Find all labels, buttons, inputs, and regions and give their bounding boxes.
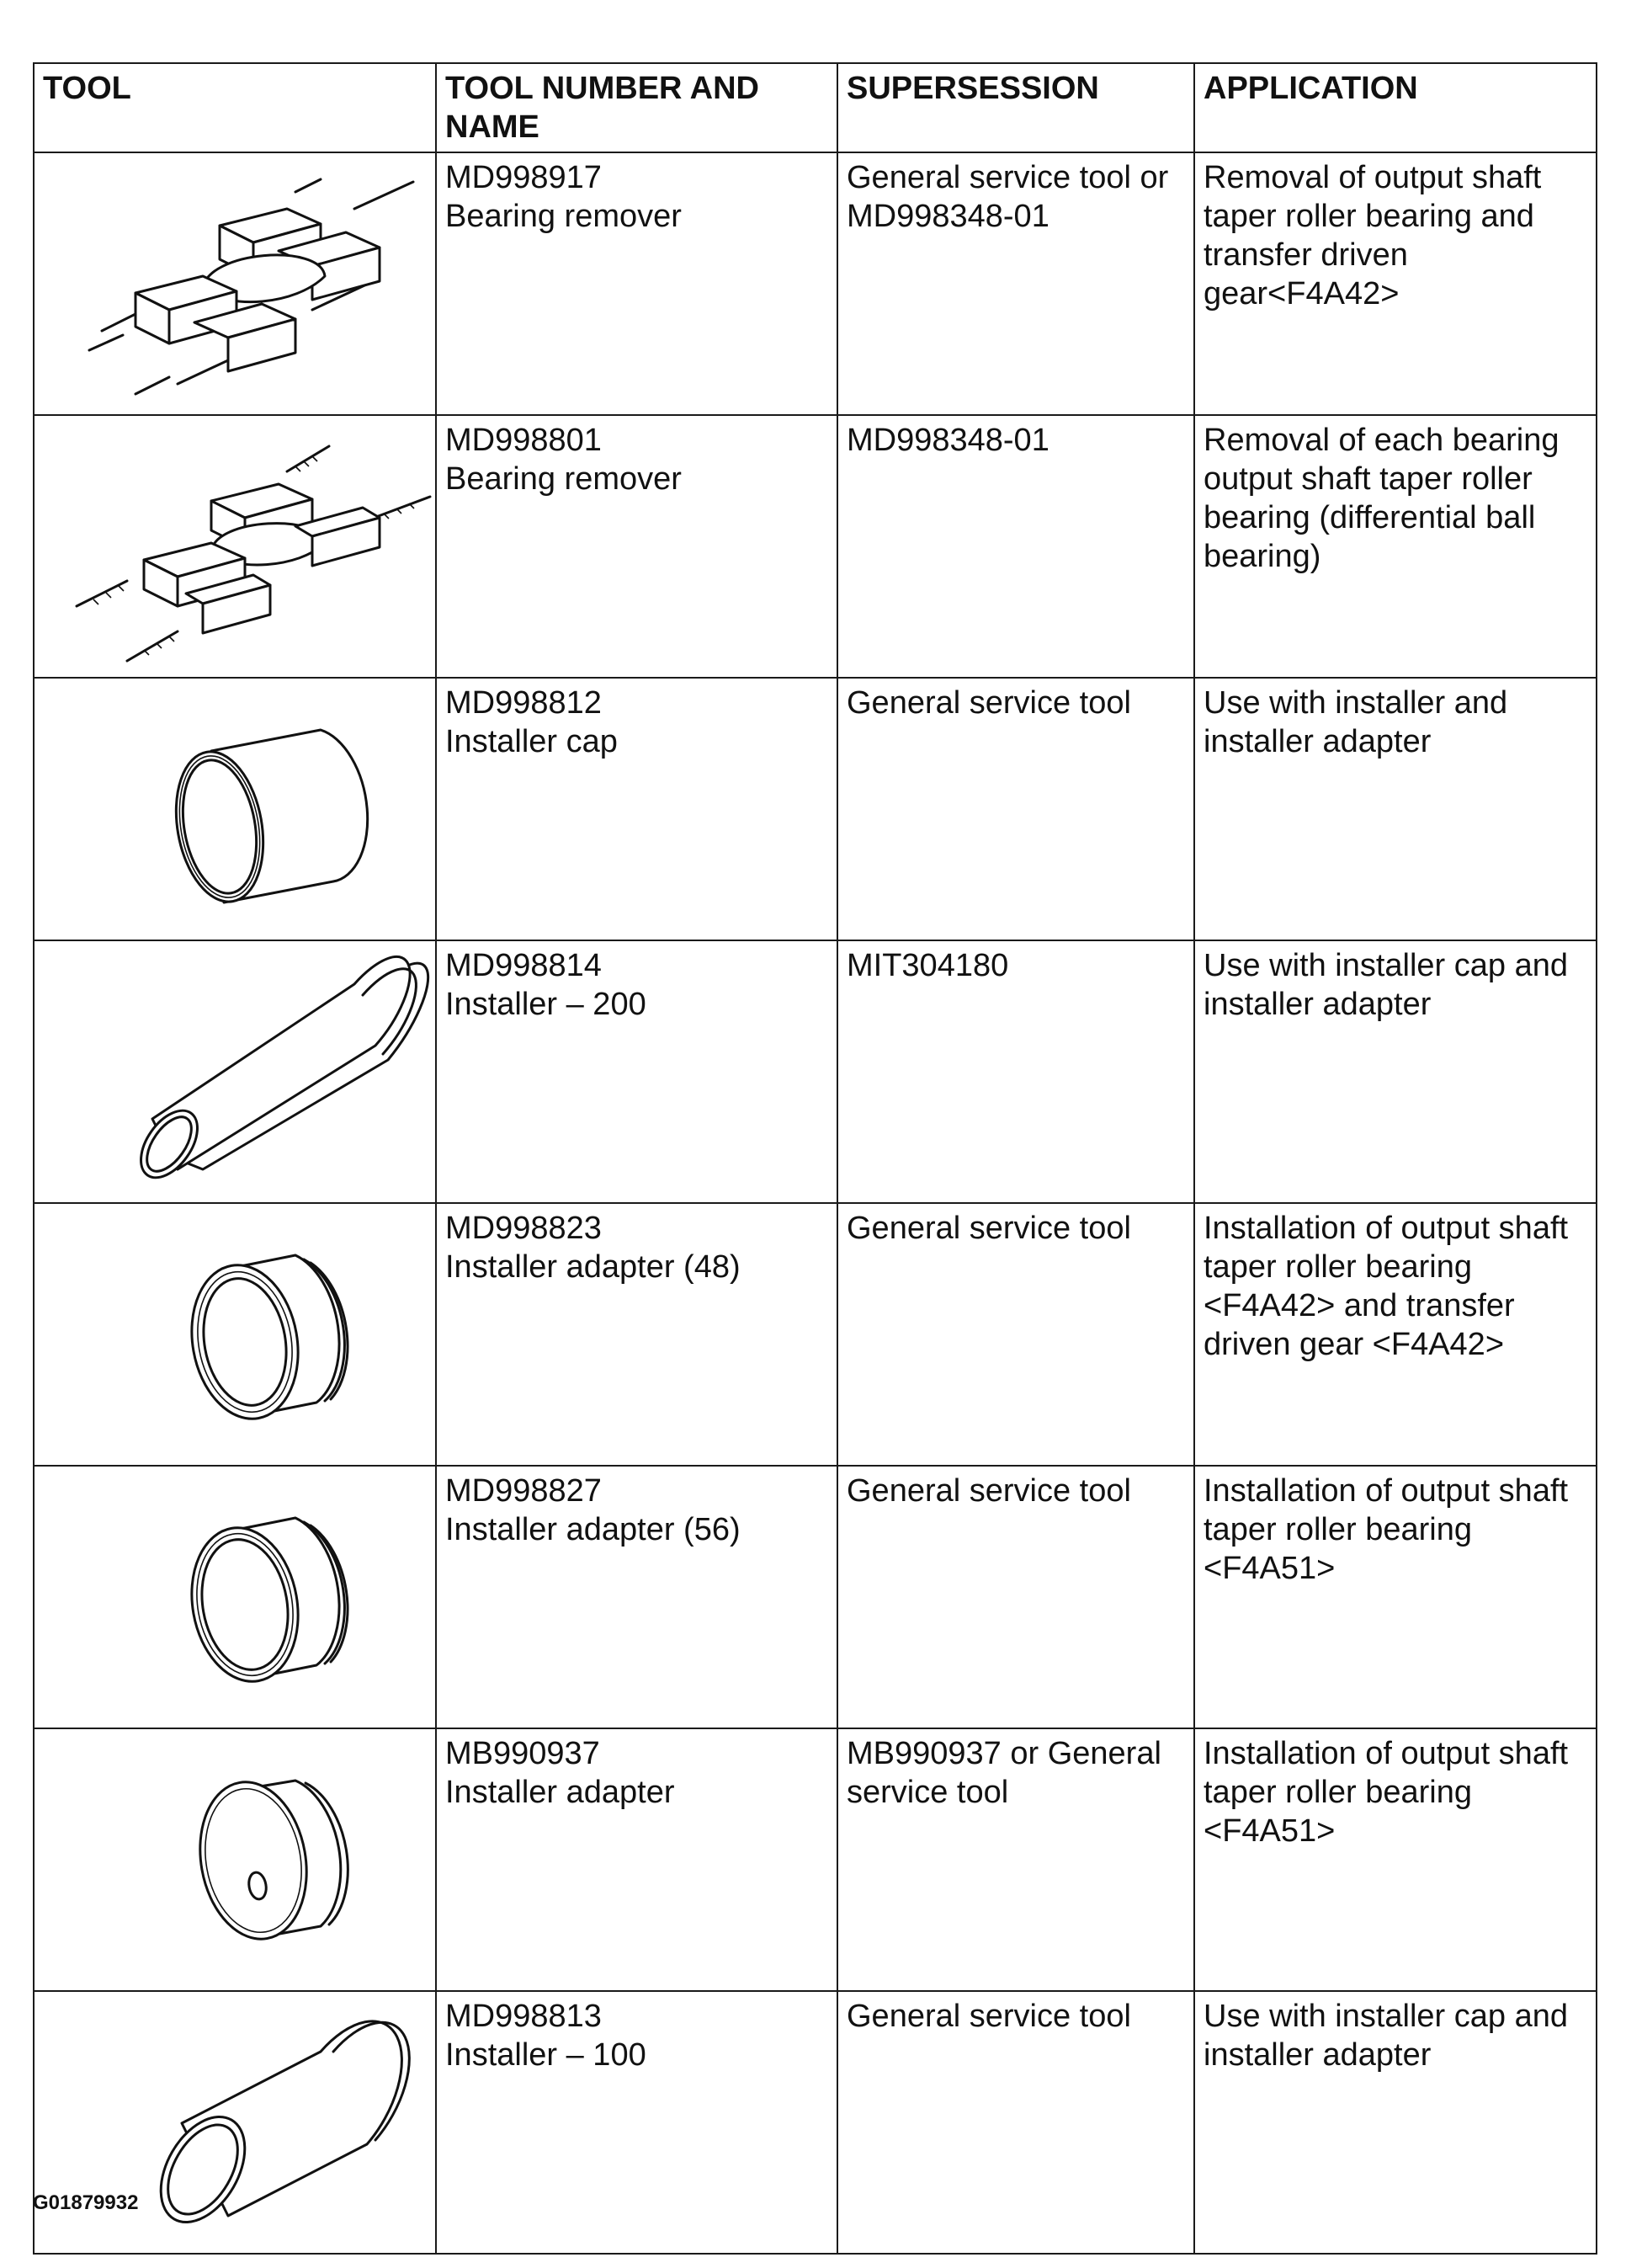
supersession-cell: [837, 152, 1194, 415]
application-text: Use with installer cap and installer adapter: [1204, 1999, 1568, 2073]
application-text: Use with installer cap and installer adapter: [1204, 948, 1568, 1022]
special-tools-table: [33, 62, 1597, 2255]
tool-number: MD998813: [445, 1999, 602, 2034]
tool-name: Installer adapter: [445, 1775, 675, 1810]
supersession-text: MB990937 or General service tool: [847, 1736, 1161, 1810]
tool-name: Installer cap: [445, 724, 618, 759]
tool-number-and-name: [436, 1728, 837, 1991]
header-row: [34, 63, 1597, 152]
application-cell: [1194, 152, 1597, 415]
tool-number: MD998827: [445, 1473, 602, 1509]
table-row: [34, 940, 1597, 1203]
tool-number-and-name: [436, 1991, 837, 2254]
tool-number: MD998801: [445, 423, 602, 458]
tool-name: Bearing remover: [445, 199, 682, 234]
application-text: Removal of each bearing output shaft taper roller bearing (differential ball bearing): [1204, 423, 1560, 574]
tool-name: Installer – 200: [445, 987, 646, 1022]
tool-number: MD998823: [445, 1211, 602, 1246]
tool-name: Installer – 100: [445, 2037, 646, 2073]
table-row: [34, 1203, 1597, 1466]
tool-name: Installer adapter (48): [445, 1249, 741, 1285]
tool-name: Installer adapter (56): [445, 1512, 741, 1547]
tool-number: MD998917: [445, 160, 602, 195]
tool-image-cell: [34, 1728, 436, 1991]
tool-image-cell: [34, 152, 436, 415]
application-cell: [1194, 940, 1597, 1203]
tool-image-cell: [34, 940, 436, 1203]
tool-image-cell: [34, 678, 436, 940]
header-tool: TOOL: [34, 63, 436, 152]
table-row: [34, 415, 1597, 678]
tool-number-and-name: [436, 1466, 837, 1728]
tool-number-and-name: [436, 940, 837, 1203]
table-row: [34, 1991, 1597, 2254]
header-tool-number-and-name: TOOL NUMBER AND NAME: [436, 63, 837, 152]
tool-image-cell: [34, 415, 436, 678]
application-cell: [1194, 415, 1597, 678]
installer-adapter-ring-icon: [43, 1472, 445, 1722]
bearing-remover-threaded-icon: [43, 421, 445, 672]
supersession-text: MD998348-01: [847, 423, 1049, 458]
installer-adapter-disc-icon: [43, 1734, 445, 1985]
tool-name: Bearing remover: [445, 461, 682, 497]
bearing-remover-icon: [43, 158, 445, 409]
application-text: Installation of output shaft taper roller bearing <F4A42> and transfer driven gear <F4A42>: [1204, 1211, 1569, 1362]
supersession-cell: [837, 1991, 1194, 2254]
application-text: Installation of output shaft taper roller bearing <F4A51>: [1204, 1736, 1569, 1849]
tool-number: MD998814: [445, 948, 602, 983]
installer-adapter-ring-icon: [43, 1209, 445, 1460]
supersession-text: General service tool or MD998348-01: [847, 160, 1169, 234]
tool-image-cell: [34, 1203, 436, 1466]
table-row: [34, 678, 1597, 940]
supersession-cell: [837, 1203, 1194, 1466]
supersession-text: MIT304180: [847, 948, 1009, 983]
application-text: Installation of output shaft taper roller bearing <F4A51>: [1204, 1473, 1569, 1586]
tool-number-and-name: [436, 152, 837, 415]
supersession-text: General service tool: [847, 1999, 1131, 2034]
tool-number-and-name: [436, 415, 837, 678]
tool-number-and-name: [436, 1203, 837, 1466]
supersession-text: General service tool: [847, 685, 1131, 721]
figure-id: G01879932: [33, 2191, 139, 2214]
tool-number: MB990937: [445, 1736, 600, 1771]
application-cell: [1194, 678, 1597, 940]
application-text: Removal of output shaft taper roller bearing and transfer driven gear<F4A42>: [1204, 160, 1542, 311]
long-installer-tube-icon: [43, 946, 445, 1197]
supersession-cell: [837, 1728, 1194, 1991]
table-row: [34, 1466, 1597, 1728]
supersession-text: General service tool: [847, 1473, 1131, 1509]
supersession-cell: [837, 940, 1194, 1203]
application-cell: [1194, 1728, 1597, 1991]
supersession-cell: [837, 678, 1194, 940]
header-application: APPLICATION: [1194, 63, 1597, 152]
installer-cap-icon: [43, 684, 445, 934]
tool-image-cell: [34, 1466, 436, 1728]
application-cell: [1194, 1203, 1597, 1466]
application-cell: [1194, 1466, 1597, 1728]
application-text: Use with installer and installer adapter: [1204, 685, 1508, 759]
table-row: [34, 1728, 1597, 1991]
tool-number: MD998812: [445, 685, 602, 721]
table-row: [34, 152, 1597, 415]
supersession-text: General service tool: [847, 1211, 1131, 1246]
supersession-cell: [837, 1466, 1194, 1728]
supersession-cell: [837, 415, 1194, 678]
application-cell: [1194, 1991, 1597, 2254]
header-supersession: SUPERSESSION: [837, 63, 1194, 152]
tool-number-and-name: [436, 678, 837, 940]
